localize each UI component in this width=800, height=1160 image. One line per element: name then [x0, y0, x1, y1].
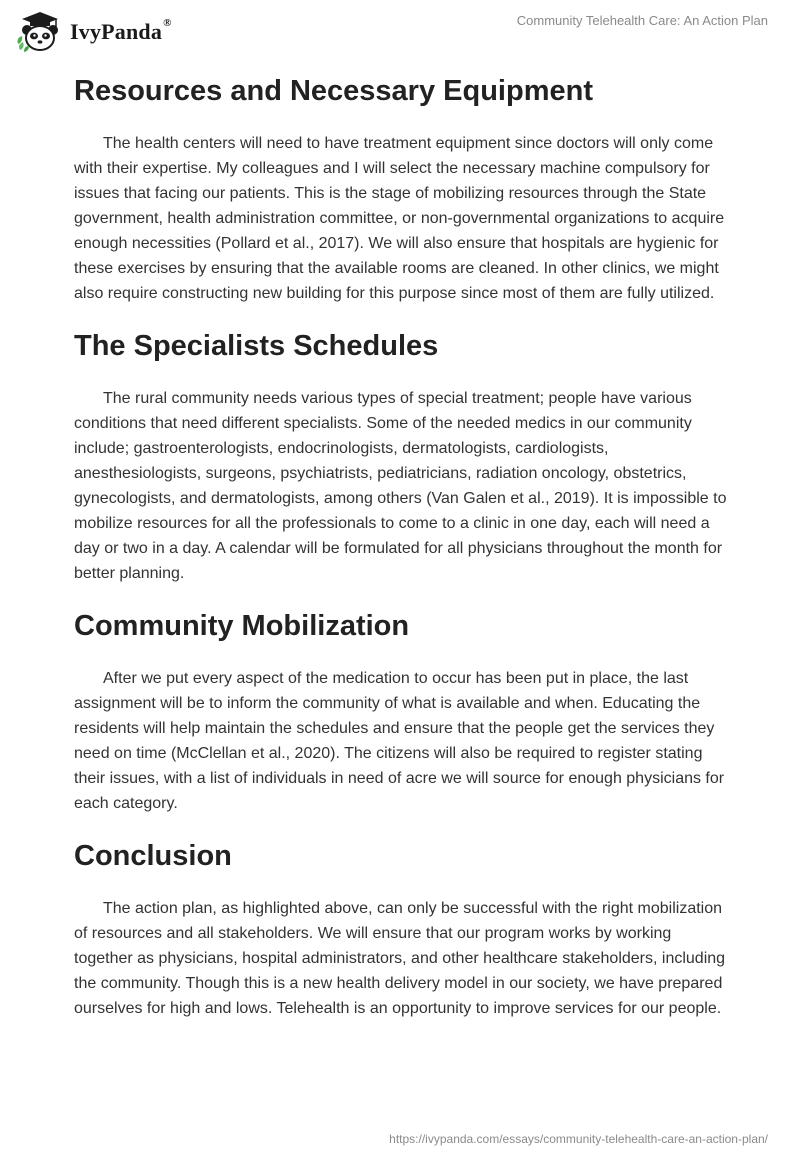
section-heading: Community Mobilization: [74, 610, 410, 642]
ivypanda-logo[interactable]: [14, 8, 172, 56]
brand-name: [70, 19, 172, 45]
section-paragraph: The health centers will need to have treatment equipment since doctors will only come with their expertise. My colleagues and I will select the necessary machine compulsory for issues that facing our patients. This is the stage of mobilizing resources through the State government, health administration committee, or non-governmental organizations to acquire enough necessities (Pollard et al., 2017). We will also ensure that hospitals are hygienic for these exercises by ensuring that the available rooms are cleaned. In other clinics, we might also require constructing new building for this purpose since most of them are fully utilized.: [74, 135, 725, 302]
brand-label: IvyPanda: [70, 19, 163, 44]
section-heading: Resources and Necessary Equipment: [74, 75, 593, 107]
page-header: [0, 0, 800, 60]
section-paragraph: The rural community needs various types of special treatment; people have various conditions that need different specialists. Some of the needed medics in our community include; gastroenterologists, endocrinologists, dermatologists, cardiologists, anesthesiologists, surgeons, psychiatrists, pediatricians, radiation oncology, obstetrics, gynecologists, and dermatologists, among others (Van Galen et al., 2019). It is impossible to mobilize resources for all the professionals to come to a clinic in one day, each will need a day or two in a day. A calendar will be formulated for all physicians throughout the month for better planning.: [74, 390, 727, 582]
section-heading: The Specialists Schedules: [74, 330, 439, 362]
section-resources: [74, 68, 734, 306]
source-url-link[interactable]: https://ivypanda.com/essays/community-telehealth-care-an-action-plan/: [389, 1132, 768, 1146]
panda-graduate-icon: [14, 10, 66, 54]
section-specialists-schedules: [74, 323, 734, 586]
section-conclusion: [74, 833, 734, 1021]
section-paragraph: After we put every aspect of the medication to occur has been put in place, the last assignment will be to inform the community of what is available and when. Educating the residents will help maintain the schedules and ensure that the people get the services they need on time (McClellan et al., 2020). The citizens will also be required to register stating their issues, with a list of individuals in need of acre we will source for enough physicians for each category.: [74, 670, 725, 812]
section-heading: Conclusion: [74, 840, 232, 872]
document-title: Community Telehealth Care: An Action Plan: [516, 13, 768, 28]
essay-body: [74, 68, 734, 1038]
registered-mark: ®: [163, 17, 172, 29]
section-community-mobilization: [74, 603, 734, 816]
section-paragraph: The action plan, as highlighted above, can only be successful with the right mobilization of resources and all stakeholders. We will ensure that our program works by working together as physicians, hospital administrators, and other healthcare stakeholders, including the community. Though this is a new health delivery model in our society, we have prepared ourselves for high and lows. Telehealth is an opportunity to improve services for our people.: [74, 900, 726, 1017]
